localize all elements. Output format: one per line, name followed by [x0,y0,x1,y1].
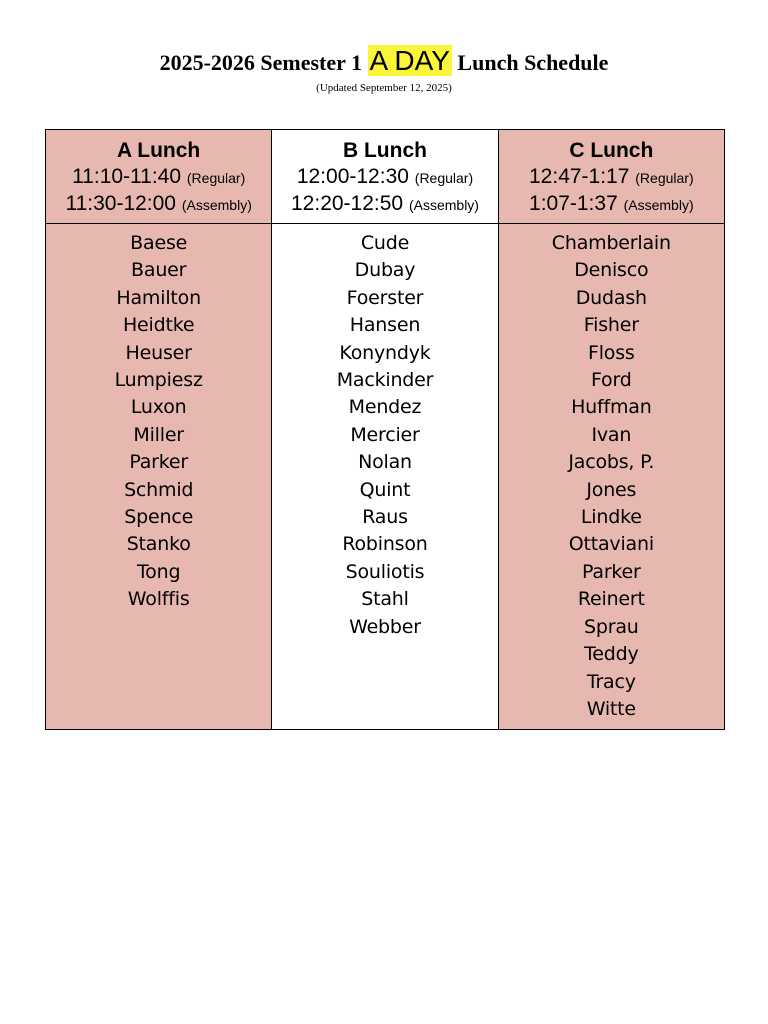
teacher-name: Schmid [124,478,194,501]
teacher-name: Webber [349,615,421,638]
teacher-list [272,224,497,641]
teacher-name: Cude [360,232,410,254]
lunch-column [498,130,724,729]
teacher-name: Lindke [580,506,642,529]
teacher-list [499,224,724,723]
teacher-name: Tracy [586,670,636,693]
teacher-name: Miller [133,423,184,446]
teacher-name: Fisher [583,314,639,337]
column-header [499,130,724,224]
assembly-time: 12:20-12:50 [291,192,404,215]
teacher-name: Baese [130,232,188,254]
teacher-name: Raus [362,506,408,529]
lunch-name: A Lunch [117,139,201,162]
teacher-name: Heuser [125,341,192,364]
teacher-name: Spence [124,506,194,529]
teacher-name: Jones [586,478,637,501]
teacher-name: Ottaviani [568,533,654,556]
teacher-name: Souliotis [345,560,425,583]
teacher-name: Sprau [584,615,639,638]
document-header [0,44,768,95]
teacher-name: Wolffis [127,588,190,611]
lunch-schedule-table [45,129,725,730]
assembly-tag: (Assembly) [408,197,479,213]
teacher-name: Dubay [354,259,416,282]
teacher-name: Huffman [571,396,652,419]
teacher-name: Mercier [350,423,420,446]
teacher-name: Stanko [126,533,191,556]
teacher-name: Bauer [131,259,187,282]
title-prefix: 2025-2026 Semester 1 [159,50,363,75]
page-title [0,44,768,80]
lunch-column [271,130,497,729]
teacher-name: Teddy [584,643,639,666]
teacher-name: Ford [591,369,632,392]
lunch-name: B Lunch [342,139,427,162]
teacher-name: Hansen [349,314,421,337]
teacher-name: Foerster [346,286,424,309]
teacher-name: Parker [129,451,188,474]
teacher-name: Ivan [591,423,632,446]
teacher-name: Mendez [348,396,422,419]
column-header [46,130,271,224]
column-header [272,130,497,224]
teacher-name: Lumpiesz [114,369,203,392]
teacher-name: Mackinder [336,369,434,392]
teacher-name: Chamberlain [551,232,671,254]
teacher-name: Dudash [575,286,647,309]
teacher-name: Quint [359,478,411,501]
regular-time-row [46,164,271,191]
teacher-name: Floss [588,341,635,364]
updated-date: (Updated September 12, 2025) [316,82,452,94]
regular-time: 12:00-12:30 [296,165,409,188]
teacher-list [46,224,271,614]
teacher-name: Heidtke [122,314,195,337]
regular-time-row [499,164,724,191]
regular-time-row [272,164,497,191]
teacher-name: Nolan [358,451,412,474]
regular-time: 11:10-11:40 [72,165,182,188]
lunch-column [46,130,271,729]
teacher-name: Denisco [574,259,649,282]
teacher-name: Jacobs, P. [568,451,655,474]
teacher-name: Robinson [342,533,428,556]
regular-time: 12:47-1:17 [529,165,630,188]
title-suffix: Lunch Schedule [457,50,609,75]
assembly-time-row [46,191,271,218]
teacher-name: Luxon [130,396,187,419]
teacher-name: Konyndyk [339,341,431,364]
teacher-name: Hamilton [116,286,201,309]
assembly-tag: (Assembly) [623,197,694,213]
regular-tag: (Regular) [635,170,694,186]
regular-tag: (Regular) [186,170,246,186]
assembly-time-row [272,191,497,218]
assembly-tag: (Assembly) [181,197,252,213]
assembly-time: 11:30-12:00 [65,192,176,215]
teacher-name: Tong [137,560,181,583]
regular-tag: (Regular) [414,170,474,186]
assembly-time-row [499,191,724,218]
assembly-time: 1:07-1:37 [529,192,618,215]
title-highlight: A DAY [369,45,450,76]
teacher-name: Stahl [361,588,409,611]
teacher-name: Reinert [577,588,645,611]
lunch-name: C Lunch [569,139,654,162]
teacher-name: Parker [581,560,641,583]
teacher-name: Witte [586,697,636,720]
